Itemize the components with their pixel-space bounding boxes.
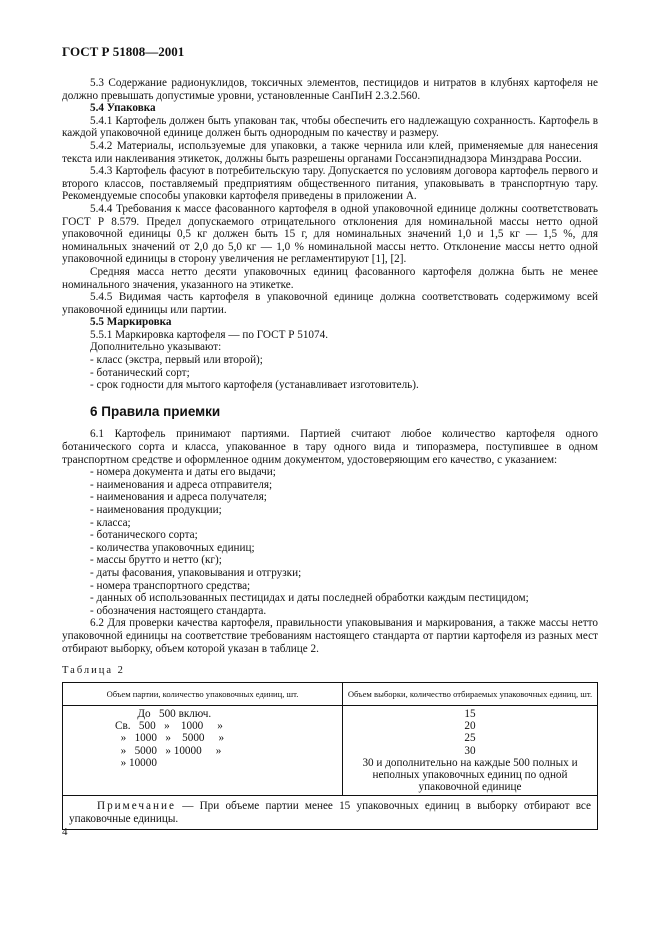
- list-item: - даты фасования, упаковывания и отгрузки;: [90, 566, 302, 579]
- table-row: [63, 705, 598, 795]
- table-caption: Таблица 2: [62, 665, 125, 677]
- paragraph-6-2: 6.2 Для проверки качества картофеля, правильности упаковывания и маркирования, а также массы нетто упаковочной единицы на соответствие требованиям настоящего стандарта от партии картофеля из разных мест отбирают выборку, объем которой указан в таблице 2.: [62, 617, 598, 655]
- list-item: - класс (экстра, первый или второй);: [90, 354, 263, 367]
- list-item: - количества упаковочных единиц;: [90, 541, 255, 554]
- page-content: [62, 77, 598, 830]
- paragraph-5-5-1: 5.5.1 Маркировка картофеля — по ГОСТ Р 51074.: [90, 328, 328, 341]
- column-header-lot-size: Объем партии, количество упаковочных единиц, шт.: [63, 682, 343, 705]
- paragraph-5-4-4: 5.4.4 Требования к массе фасованного картофеля в одной упаковочной единице должны соответствовать ГОСТ Р 8.579. Предел допускаемого отрицательного отклонения для номинальной массы нетто одной упаковочной единицы 0,5 кг должен быть 15 г, для номинальных значений 1,0 и 1,5 кг — 1,5 %, для номинальных значений от 2,0 до 5,0 кг — 1,0 % номинальной массы нетто. Отклонение массы нетто одной упаковочной единицы в сторону увеличения не регламентируют [1], [2].: [62, 202, 598, 266]
- paragraph-5-4-3: 5.4.3 Картофель фасуют в потребительскую тару. Допускается по условиям договора картофель первого и второго классов, поставляемый предприятиям общественного питания, упаковывать в транспортную тару. Рекомендуемые способы упаковки картофеля приведены в приложении А.: [62, 165, 598, 203]
- list-item: - наименования и адреса отправителя;: [90, 478, 273, 491]
- sample-size-value: 30 и дополнительно на каждые 500 полных и неполных упаковочных единиц по одной упаковочной единице: [362, 756, 578, 794]
- paragraph-5-4-5: 5.4.5 Видимая часть картофеля в упаковочной единице должна соответствовать содержимому всей упаковочной единицы или партии.: [62, 291, 598, 316]
- lot-size-value: » 10000: [115, 756, 157, 769]
- paragraph-average-mass: Средняя масса нетто десяти упаковочных единиц фасованного картофеля должна быть не менее номинального значения, указанного на этикетке.: [62, 265, 598, 291]
- subsection-title-5-5: 5.5 Маркировка: [90, 316, 172, 329]
- lot-size-cell: [63, 705, 343, 795]
- lot-size-value: До 500 включ.: [115, 707, 212, 720]
- list-item: - ботанический сорт;: [90, 366, 190, 379]
- paragraph-6-1: 6.1 Картофель принимают партиями. Партией считают любое количество картофеля одного ботанического сорта и класса, упакованное в тару одного вида и типоразмера, поступившее в одном транспортном средстве и оформленное одним документом, удостоверяющим его качество, с указанием:: [62, 428, 598, 466]
- sample-size-value: 30: [464, 744, 476, 757]
- list-item: - обозначения настоящего стандарта.: [90, 604, 267, 617]
- list-item: - номера документа и даты его выдачи;: [90, 466, 276, 479]
- page-number: 4: [62, 826, 68, 838]
- list-item: - данных об использованных пестицидах и даты последней обработки каждым пестицидом;: [90, 592, 529, 605]
- column-header-sample-size: Объем выборки, количество отбираемых упаковочных единиц, шт.: [343, 682, 598, 705]
- document-header: ГОСТ Р 51808—2001: [62, 44, 185, 59]
- table-note-row: [63, 796, 598, 829]
- list-item: - срок годности для мытого картофеля (устанавливает изготовитель).: [90, 379, 419, 392]
- table-note-cell: [63, 796, 598, 829]
- list-item: - наименования и адреса получателя;: [90, 491, 267, 504]
- paragraph-5-3: 5.3 Содержание радионуклидов, токсичных элементов, пестицидов и нитратов в клубнях картофеля не должно превышать допустимые уровни, установленные СанПиН 2.3.2.560.: [62, 77, 598, 102]
- sample-size-cell: [343, 705, 598, 795]
- sample-size-value: 15: [464, 707, 476, 720]
- lot-size-value: Св. 500 » 1000 »: [115, 720, 223, 733]
- subsection-title-5-4: 5.4 Упаковка: [90, 102, 156, 115]
- list-item: - номера транспортного средства;: [90, 579, 251, 592]
- list-item: - класса;: [90, 516, 131, 529]
- note-text: — При объеме партии менее 15 упаковочных единиц в выборку отбирают все упаковочные единицы.: [69, 800, 592, 825]
- paragraph-5-4-1: 5.4.1 Картофель должен быть упакован так, чтобы обеспечить его надлежащую сохранность. Картофель в каждой упаковочной единице должен быть однородным по качеству и размеру.: [62, 114, 598, 140]
- lot-size-value: » 1000 » 5000 »: [115, 732, 225, 745]
- list-item: - массы брутто и нетто (кг);: [90, 554, 222, 567]
- paragraph-5-4-2: 5.4.2 Материалы, используемые для упаковки, а также чернила или клей, применяемые для нанесения текста или наклеивания этикеток, должны быть разрешены органами Госсанэпиднадзора Минздрава России.: [62, 139, 598, 165]
- paragraph-additional: Дополнительно указывают:: [90, 341, 222, 354]
- list-item: - ботанического сорта;: [90, 529, 198, 542]
- note-label: Примечание: [97, 800, 176, 813]
- section-title-6: 6 Правила приемки: [90, 403, 221, 419]
- list-item: - наименования продукции;: [90, 504, 222, 516]
- sample-size-value: 25: [464, 732, 476, 745]
- sample-size-value: 20: [464, 720, 476, 733]
- sample-size-table: [62, 682, 598, 830]
- lot-size-value: » 5000 » 10000 »: [115, 744, 222, 757]
- table-header-row: [63, 682, 598, 705]
- table-note: [69, 800, 591, 824]
